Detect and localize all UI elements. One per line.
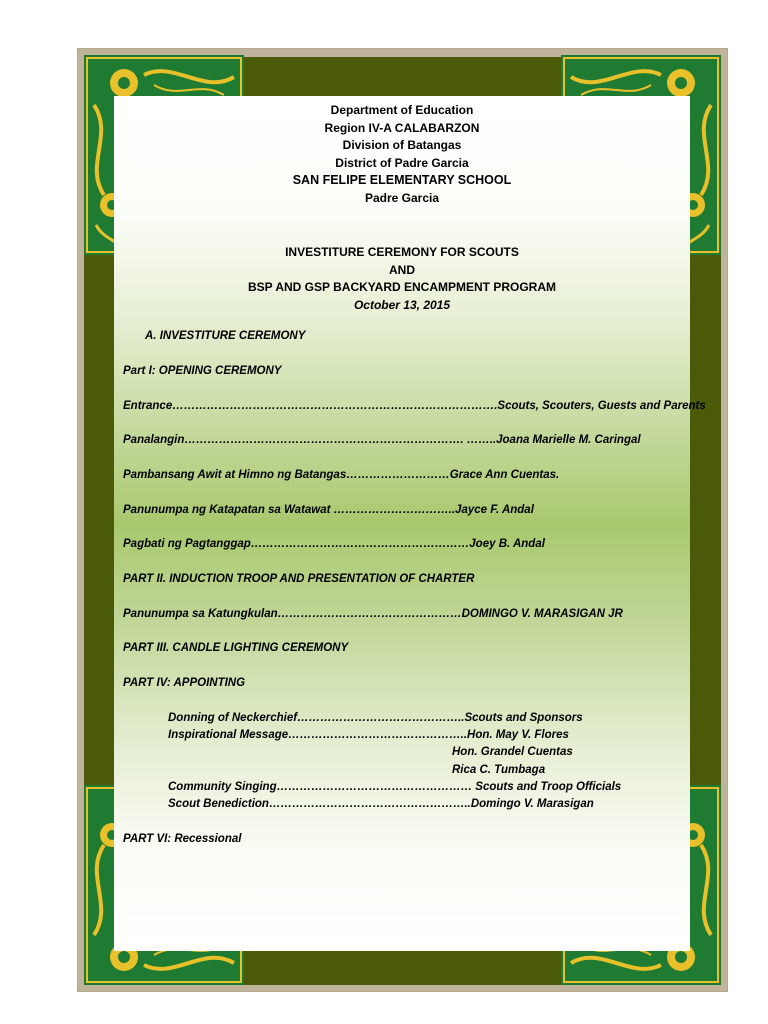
inspirational-line: Inspirational Message………………………………………..Hon. May V. Flores (168, 729, 569, 741)
program-date: October 13, 2015 (353, 297, 451, 312)
program-page (114, 96, 706, 951)
pambansang-awit-line: Pambansang Awit at Himno ng Batangas………………………Grace Ann Cuentas. (123, 469, 560, 481)
benediction-line: Scout Benediction……………………………………………..Domingo V. Marasigan (168, 798, 594, 810)
inspirational-speaker-3: Rica C. Tumbaga (452, 764, 546, 776)
section-a-heading: A. INVESTITURE CEREMONY (145, 330, 306, 342)
program-title (114, 244, 690, 314)
donning-line: Donning of Neckerchief……………………………………..Scouts and Sponsors (168, 712, 583, 724)
frame-right-band (721, 49, 727, 991)
panunumpa-watawat-line: Panunumpa ng Katapatan sa Watawat …………………………..Jayce F. Andal (123, 504, 534, 516)
pagbati-line: Pagbati ng Pagtanggap…………………………………………………Joey B. Andal (123, 538, 545, 550)
header-line-district: District of Padre Garcia (335, 155, 469, 170)
part6-heading: PART VI: Recessional (123, 833, 242, 845)
entrance-line: Entrance………………………………………………………………………….Scouts, Scouters, Guests and Parents (123, 400, 706, 412)
panunumpa-katungkulan-line: Panunumpa sa Katungkulan…………………………………………DOMINGO V. MARASIGAN JR (123, 608, 623, 620)
part3-heading: PART III. CANDLE LIGHTING CEREMONY (123, 642, 349, 654)
frame-bottom-band (78, 985, 727, 991)
part2-heading: PART II. INDUCTION TROOP AND PRESENTATION OF CHARTER (123, 573, 475, 585)
institution-header (114, 102, 690, 208)
school-name: SAN FELIPE ELEMENTARY SCHOOL (292, 173, 512, 188)
community-singing-line: Community Singing…………………………………………… Scouts and Troop Officials (168, 781, 622, 793)
header-line-department: Department of Education (330, 103, 474, 117)
title-line-2: AND (389, 262, 415, 277)
part4-heading: PART IV: APPOINTING (123, 677, 246, 689)
title-line-1: INVESTITURE CEREMONY FOR SCOUTS (285, 245, 519, 259)
header-line-division: Division of Batangas (342, 138, 462, 153)
title-line-3: BSP AND GSP BACKYARD ENCAMPMENT PROGRAM (247, 280, 557, 295)
school-town: Padre Garcia (364, 190, 440, 205)
panalangin-line: Panalangin………………………………………………………………. ……..Joana Marielle M. Caringal (123, 434, 641, 446)
header-line-region: Region IV-A CALABARZON (324, 120, 480, 135)
part1-heading: Part I: OPENING CEREMONY (123, 365, 282, 377)
inspirational-speaker-2: Hon. Grandel Cuentas (452, 746, 573, 758)
